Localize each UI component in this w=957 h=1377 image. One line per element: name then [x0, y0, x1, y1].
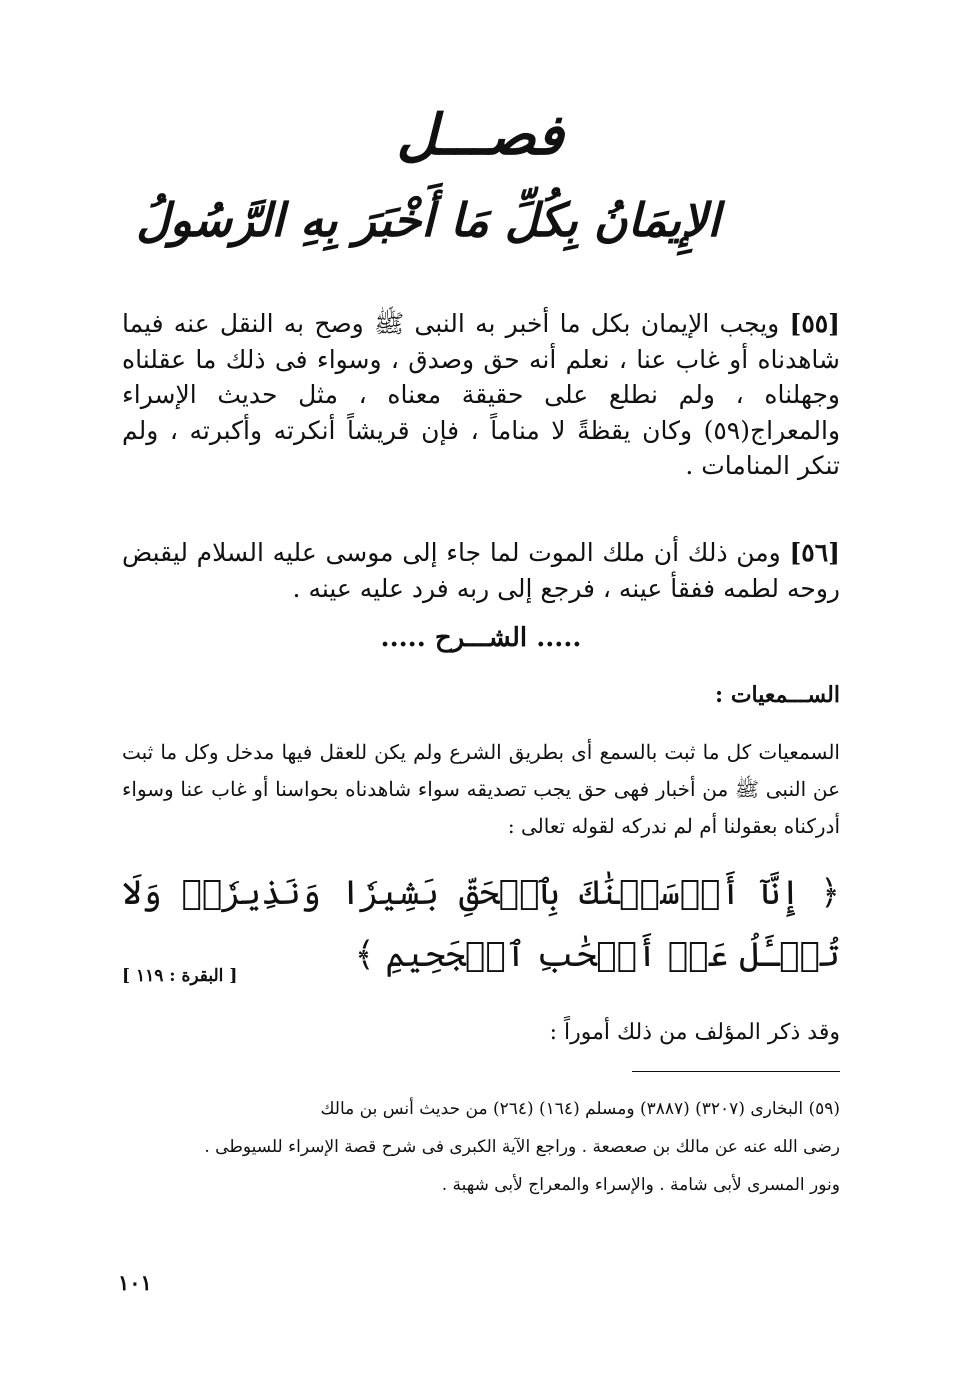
author-mention-line: وقد ذكر المؤلف من ذلك أموراً : [549, 1020, 840, 1045]
samiyat-text: السمعيات كل ما ثبت بالسمع أى بطريق الشرع ولم يكن للعقل فيها مدخل وكل ما ثبت عن النبى ﷺ من أخبار فهى حق يجب تصديقه سواء شاهدناه بحواسنا أو غاب عنا وسواء أدركناه بعقولنا أم لم ندركه لقوله تعالى : [122, 740, 840, 838]
paragraph-number: [٥٥] [789, 309, 841, 338]
section-heading-fasl: فصـــل [396, 102, 564, 168]
samiyat-heading: الســـمعيات : [715, 682, 840, 708]
section-title: الإِيمَانُ بِكُلِّ مَا أَخْبَرَ بِهِ الرَّسُولُ [136, 193, 720, 247]
paragraph-55 [122, 306, 840, 484]
paragraph-56 [122, 535, 840, 606]
page-number: ١٠١ [118, 1270, 152, 1295]
sharh-heading: ..... الشـــرح ..... [380, 623, 582, 653]
paragraph-number: [٥٦] [789, 538, 840, 567]
footnote-divider [632, 1071, 840, 1072]
verse-reference: [ البقرة : ١١٩ ] [122, 966, 238, 986]
quran-verse: ﴿ إِنَّآ أَرۡسَلۡنَٰكَ بِٱلۡحَقِّ بَشِيرٗا وَنَذِيرٗاۖ وَلَا تُسۡـَٔلُ عَنۡ أَصۡحَٰبِ ٱلۡجَحِيمِ ﴾ [122, 873, 840, 975]
footnote-line: ونور المسرى لأبى شامة . والإسراء والمعراج لأبى شهبة . [441, 1175, 840, 1195]
footnote-line: رضى الله عنه عن مالك بن صعصعة . وراجع الآية الكبرى فى شرح قصة الإسراء للسيوطى . [204, 1137, 840, 1157]
samiyat-body [122, 734, 840, 845]
footnote-line: (٥٩) البخارى (٣٢٠٧) (٣٨٨٧) ومسلم (١٦٤) (٢٦٤) من حديث أنس بن مالك [320, 1099, 840, 1119]
paragraph-text: ويجب الإيمان بكل ما أخبر به النبى ﷺ وصح به النقل عنه فيما شاهدناه أو غاب عنا ، نعلم أنه حق وصدق ، وسواء فى ذلك ما عقلناه وجهلناه ، ولم نطلع على حقيقة معناه ، مثل حديث الإسراء والمعراج(٥٩) وكان يقظةً لا مناماً ، فإن قريشاً أنكرته وأكبرته ، ولم تنكر المنامات . [122, 309, 841, 480]
footnotes [122, 1090, 840, 1204]
paragraph-text: ومن ذلك أن ملك الموت لما جاء إلى موسى عليه السلام ليقبض روحه لطمه ففقأ عينه ، فرجع إلى ربه فرد عليه عينه . [122, 538, 840, 603]
